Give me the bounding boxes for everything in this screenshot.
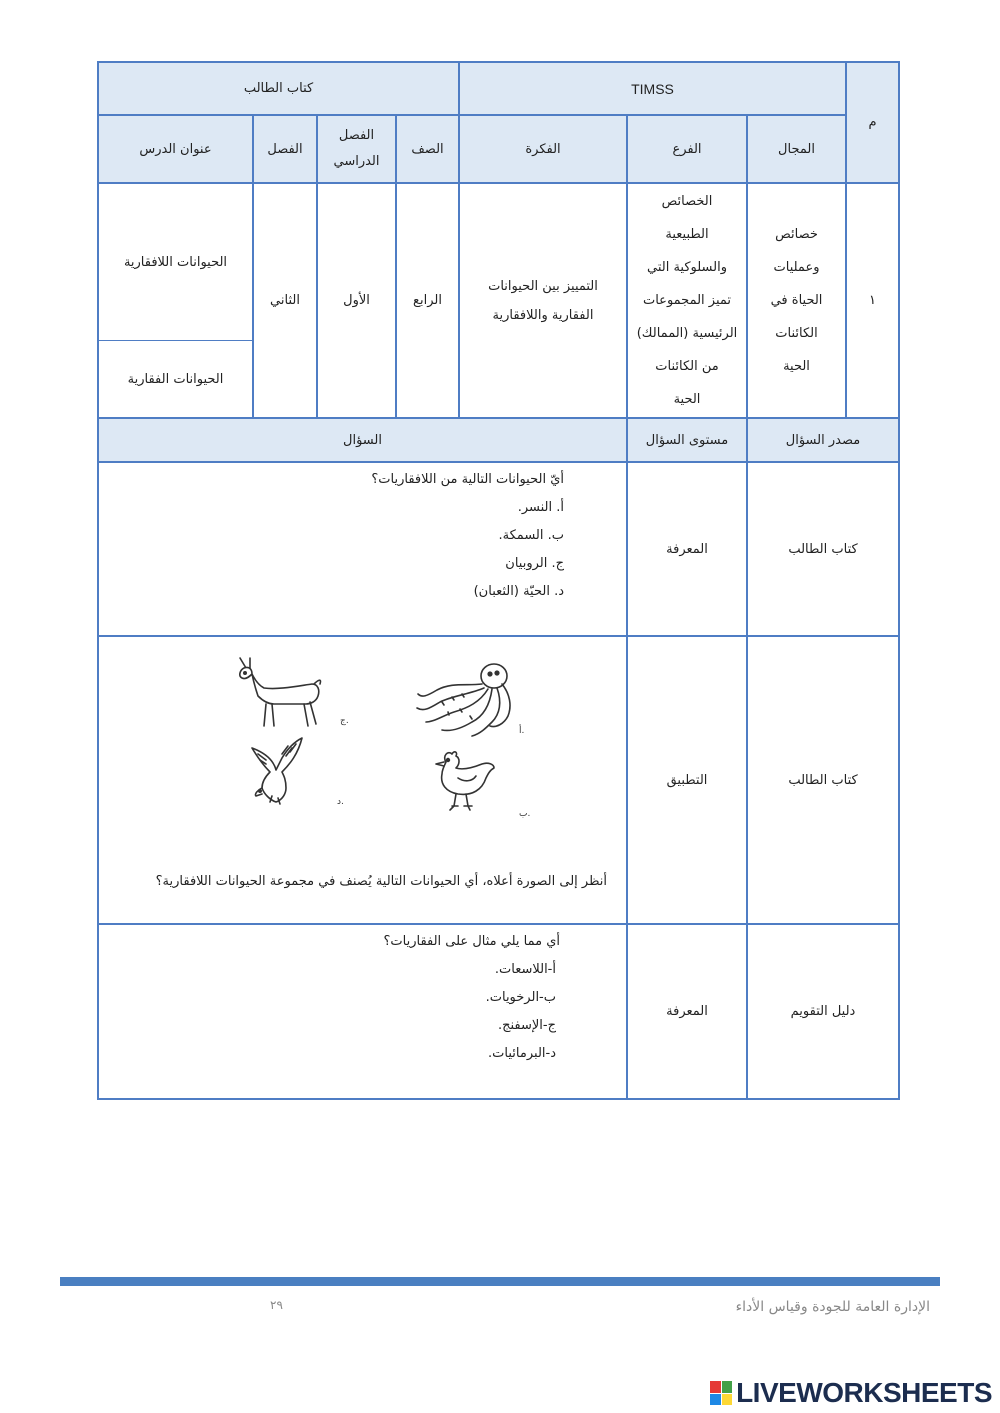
row1-domain-line: الحية	[783, 359, 810, 374]
q1-level: المعرفة	[666, 541, 708, 557]
table-line	[97, 461, 900, 463]
q3-option-d: د-البرمائيات.	[488, 1046, 556, 1061]
table-line	[97, 340, 253, 341]
liveworksheets-wordmark: LIVEWORKSHEETS	[736, 1377, 992, 1408]
table-line	[458, 61, 460, 418]
table-line	[316, 114, 318, 418]
liveworksheets-logo-icon	[710, 1381, 732, 1405]
q2-label-c: ج.	[340, 716, 349, 726]
row1-chapter: الثاني	[270, 293, 300, 308]
table-line	[626, 114, 628, 418]
row1-domain-line: وعمليات	[773, 260, 820, 275]
row1-branch-line: (الممالك) الرئيسية	[636, 326, 738, 341]
q1-option-c: ج. الروبيان	[505, 556, 564, 571]
row1-branch-line: الخصائص	[661, 194, 713, 209]
table-line	[97, 923, 900, 925]
row1-branch-line: من الكائنات	[655, 359, 719, 374]
q3-content	[98, 928, 560, 1068]
row1-domain-line: خصائص	[775, 227, 818, 242]
q1-option-a: أ. النسر.	[517, 500, 564, 515]
table-line	[395, 114, 397, 418]
chicken-icon	[432, 748, 498, 816]
q1-source: كتاب الطالب	[788, 541, 858, 557]
header-timss: TIMSS	[631, 80, 674, 97]
row1-idea-line: الفقارية واللافقارية	[492, 307, 594, 323]
row1-branch-line: الحية	[673, 392, 701, 407]
page-number: ٢٩	[270, 1298, 283, 1312]
q1-option-d: د. الحيّة (الثعبان)	[473, 584, 564, 599]
row1-idea-line: التمييز بين الحيوانات	[488, 278, 598, 294]
q3-option-a: أ-اللاسعات.	[494, 962, 556, 977]
octopus-icon	[412, 656, 516, 740]
q2-label-a: أ.	[519, 726, 525, 736]
row1-lesson-invertebrates: الحيوانات اللافقارية	[123, 254, 228, 270]
row1-branch-line: تميز المجموعات	[642, 293, 732, 308]
row1-branch-line: الطبيعية	[665, 227, 709, 242]
deer-icon	[234, 654, 326, 730]
q3-level: المعرفة	[666, 1004, 708, 1019]
liveworksheets-brand	[710, 1377, 992, 1409]
header-student-book: كتاب الطالب	[243, 81, 314, 96]
table-line	[845, 61, 847, 418]
table-line	[97, 114, 847, 116]
row1-lesson-vertebrates: الحيوانات الفقارية	[127, 372, 224, 387]
header-lesson-title: عنوان الدرس	[139, 141, 212, 157]
question-header-level: مستوى السؤال	[645, 432, 729, 448]
q1-option-b: ب. السمكة.	[498, 528, 564, 543]
row1-number: ١	[869, 293, 876, 308]
row1-domain	[747, 183, 846, 418]
header-grade: الصف	[411, 141, 444, 157]
table-border-left	[97, 61, 99, 1100]
row1-domain-line: الحياة في	[770, 293, 823, 308]
q1-stem: أيّ الحيوانات التالية من اللافقاريات؟	[371, 472, 564, 487]
header-idea: الفكرة	[525, 141, 561, 157]
header-semester	[317, 115, 396, 183]
header-semester-line-2: الدراسي	[333, 154, 380, 169]
row1-semester: الأول	[343, 293, 370, 308]
table-line	[746, 114, 748, 418]
q1-content	[98, 466, 564, 606]
table-line	[252, 114, 254, 418]
eagle-icon	[246, 734, 308, 806]
q3-source: دليل التقويم	[790, 1004, 856, 1019]
footer-organization: الإدارة العامة للجودة وقياس الأداء	[735, 1299, 930, 1315]
q2-label-b: ب.	[519, 809, 531, 819]
row1-branch-line: والسلوكية التي	[646, 260, 727, 275]
q2-level: التطبيق	[666, 772, 708, 788]
table-line	[97, 635, 900, 637]
q2-source: كتاب الطالب	[788, 772, 858, 788]
header-domain: المجال	[778, 141, 815, 157]
header-semester-line-1: الفصل	[338, 128, 375, 143]
header-chapter: الفصل	[267, 141, 303, 157]
table-line	[746, 417, 748, 1099]
row1-domain-line: الكائنات	[775, 326, 818, 341]
q2-stem: أنظر إلى الصورة أعلاه، أي الحيوانات التالية يُصنف في مجموعة الحيوانات اللافقارية؟	[155, 874, 607, 889]
header-m: م	[868, 115, 877, 130]
table-line	[97, 182, 900, 184]
row1-branch	[627, 183, 747, 418]
table-line	[97, 417, 900, 419]
table-border-bottom	[97, 1098, 900, 1100]
q3-option-c: ج-الإسفنج.	[497, 1018, 556, 1033]
table-border-right	[898, 61, 900, 1100]
q3-stem: أي مما يلي مثال على الفقاريات؟	[383, 934, 560, 949]
row1-grade: الرابع	[413, 293, 442, 308]
q3-option-b: ب-الرخويات.	[485, 990, 556, 1005]
footer-bar	[60, 1277, 940, 1286]
question-header-question: السؤال	[343, 432, 382, 448]
table-border-top	[97, 61, 900, 63]
q2-label-d: د.	[337, 797, 344, 807]
question-header-source: مصدر السؤال	[785, 432, 861, 448]
header-branch: الفرع	[672, 141, 702, 157]
table-line	[626, 417, 628, 1099]
row1-idea	[459, 183, 627, 418]
